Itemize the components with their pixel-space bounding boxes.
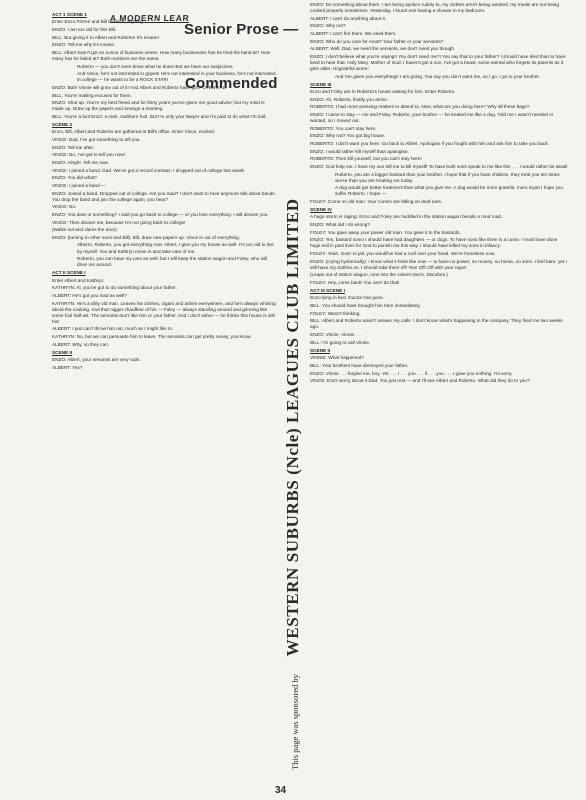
dialogue-line: BILL: But giving it to Albert and Roberto! It's insane! — [52, 34, 159, 40]
dialogue-line: ENZO: You dear or something? I said you go back to college — or you lose everything. I will disown you. — [52, 211, 269, 217]
scene-heading: ACT II SCENE I — [52, 270, 86, 276]
dialogue-line: BILL: You should have brought him here immediately. — [310, 303, 421, 309]
dialogue-line: VINCE: I joined a band, Dad. We've got a record contract. I dropped out of college last week! — [52, 167, 245, 173]
dialogue-line: ENZO: Vinnie, Vinnie . . . — [310, 332, 362, 338]
stage-direction: A huge storm is raging. Enzo and Foley are huddled in the station wagon beside a mud road. — [310, 214, 503, 220]
dialogue-line: ENZO: Who do you care for most? Your father or your servants? — [310, 38, 444, 44]
dialogue-line: ALBERT: I can't fire them. We need them. — [310, 30, 397, 36]
scene-heading: ACT 1 SCENE 1 — [52, 12, 87, 17]
dialogue-line: VINCE: I joined a band — — [52, 182, 106, 188]
award-category-label: Senior Prose — — [184, 21, 299, 38]
dialogue-line: ENZO: You did what? — [52, 175, 97, 181]
dialogue-line: BILL: You're making excuses for them. — [52, 92, 132, 98]
scene-heading: ACT III SCENE I — [310, 288, 345, 294]
dialogue-line: BILL: Albert and Roberto wasn't answer my calls. I don't know what's happening in the company. They fired me two weeks ago. — [310, 318, 563, 330]
dialogue-line: ENZO: God help me. I have my son tell me to kill myself! To have both sons speak to me like this . . . I would rather be dead! — [310, 163, 568, 169]
dialogue-line: ENZO: I came to stay — me and Foley. Roberto, your brother — he treated me like a dog. Told me I wasn't needed or wanted, so I moved out. — [310, 112, 554, 124]
stage-direction: Enzo and Foley are in Roberto's house waiting for him. Enter Roberto. — [310, 89, 456, 95]
dialogue-line: ENZO: Tell me why it's insane. — [52, 42, 116, 48]
dialogue-line: And Vince, he's not interested in gripes! He's not interested in your business, he's not interested in college — he wants to be a ROCK STAR! — [77, 71, 276, 83]
dialogue-line: ENZO: (turning to other sons and Bill): Bill, draw new papers up. Vince is out of everything. — [52, 234, 241, 240]
dialogue-line: VINCE: Then disown me, because I'm not going back to college! — [52, 219, 186, 225]
dialogue-line: ALBERT: Yes? — [52, 364, 83, 370]
dialogue-line: ENZO: I am too old for this Bill. — [52, 27, 117, 33]
sponsor-name: WESTERN SUBURBS (Ncle) LEAGUES CLUB LIMITED — [283, 198, 302, 657]
dialogue-line: ALBERT: He's got you mad as well? — [52, 292, 127, 298]
dialogue-line: VINCE: No. — [52, 204, 77, 210]
dialogue-line: KATHRYN: Al, you've got to do something about your father. — [52, 285, 177, 291]
stage-direction: Enter Albert and Kathryn. — [52, 277, 105, 283]
dialogue-line: ENZO: Joined a band. Dropped out of college. Are you mad? I don't want to hear anymore talk about bands. You drop the band and join the college again, you hear? — [52, 190, 276, 202]
dialogue-line: VINCE: Don't worry about it Dad. You just rest — and I'll see Albert and Roberto. What did they do to you? — [310, 378, 530, 384]
dialogue-line: ENZO: Yes, bastard sons! I should have had daughters — or dogs. To have sons like them is a curse. I must have done huge evil in past lives for God to punish me this way. I should have killed my sons in infancy. — [310, 237, 558, 249]
stage-direction: (Walks out and slams the door) — [52, 227, 117, 233]
scene-heading: SCENE III — [310, 81, 332, 87]
dialogue-line: ENZO: Why not? You got big house. — [310, 133, 386, 139]
dialogue-line: A dog would get better treatment than what you give me. A dog would be more grateful, more loyal! I hope you suffer Roberto. I hope — — [335, 185, 564, 197]
right-column — [310, 2, 568, 386]
dialogue-line: FOLEY: Hey, come back! You can't do that! — [310, 280, 400, 285]
stage-direction: Enter Enzo Ferreri and Bill Hudson, arguing. — [52, 19, 144, 25]
dialogue-line: ROBERTO: Then kill yourself, but you can't stay here! — [310, 156, 422, 162]
dialogue-line: ENZO: Vinnie . . . forgive me, boy. Yet . . . I . . . you . . . if . . . you . . . I gave you nothing. I'm sorry. — [310, 370, 513, 376]
dialogue-line: ALBERT: Why, so they can. — [52, 341, 110, 347]
dialogue-line: ENZO: Do something about them. I am being spoken rudely to, my clothes aren't being washed, my meals are not being cooked properly sometimes. Yesterday, I found one having a shower in my bedroom. — [310, 2, 559, 14]
stage-direction: Enzo lying in bed. Doctor has gone. — [310, 295, 385, 301]
dialogue-line: ENZO: Albert, your servants are very rude. — [52, 357, 141, 363]
scene-heading: SCENE 2 — [52, 122, 73, 128]
dialogue-line: ENZO: Ah, Roberto, finally you arrive. — [310, 96, 389, 102]
dialogue-line: ROBERTO: I don't want you here. Go back to Albert. Apologise if you fought with him and ask him to take you back. — [310, 141, 550, 146]
dialogue-line: ENZO: Alright. Tell me now. — [52, 160, 109, 166]
dialogue-line: Roberto, you are a bigger bastard than your brother. I hope that if you have children, they treat you ten times worse than you are treating me today. — [335, 171, 560, 183]
dialogue-line: KATHRYN: No, but we can persuade him to leave. The servants can get pretty nosey, you know. — [52, 334, 252, 340]
dialogue-line: VINCE: Dad, I've got something to tell you. — [52, 137, 141, 143]
sponsor-banner — [283, 10, 303, 770]
dialogue-line: ROBERTO: You can't stay here. — [310, 125, 377, 131]
dialogue-line: ENZO: I would rather kill myself than apologise. — [310, 148, 409, 154]
dialogue-line: BILL: You're a fool Enzo: a rash, stubborn fool. But I'm only your lawyer and I'm paid to do what I'm told. — [52, 113, 267, 119]
dialogue-line: BILL: I'm going to call Vinnie. — [310, 339, 371, 345]
dialogue-line: ENZO: Tell me after. — [52, 144, 95, 150]
dialogue-line: VINCE: No, I've got to tell you now! — [52, 152, 126, 158]
stage-direction: Enzo, Bill, Albert and Roberto are gathered at Bill's office. Enter Vince, excited. — [52, 129, 216, 135]
dialogue-line: BILL: Albert hasn't got an ounce of business sense. How many businesses has he tried his hand at? How many has he failed at? Both numbers are the same. — [52, 50, 270, 62]
dialogue-line: ROBERTO: I had more pressing matters to attend to. Now, what are you doing here? Why all these bags? — [310, 104, 530, 110]
dialogue-line: KATHRYN: He's a dirty old man. Leaves his clothes, cigars and ashes everywhere, and he's always whining about the cooking. And that nigger chauffeur of his — Foley — always standing around and grinning like some fool half-wit. The servants don't like him or your father. And I don't either — he thinks this house is still his! — [52, 300, 276, 324]
dialogue-line: ALBERT: I can't do anything about it. — [310, 15, 387, 21]
dialogue-line: VINNIE: What happened? — [310, 355, 364, 361]
left-column — [52, 10, 277, 372]
sponsor-note: This page was sponsored by — [290, 674, 300, 770]
dialogue-line: BILL: Your brothers have destroyed your father. — [310, 362, 409, 368]
dialogue-line: FOLEY: Come on old man. Your curses are falling on deaf ears. — [310, 198, 443, 204]
dialogue-line: FOLEY: You gave away your power old man. You gave it to the bastards. — [310, 229, 461, 235]
dialogue-line: ENZO: (crying hysterically): I know what it feels like now — to have no power, no money, no home, no sons. I feel bare, yet I still have my clothes on. I should take them off! Yes! Off! Off with your rags!! — [310, 258, 567, 270]
stage-direction: (Leaps out of station wagon, runs into the violent storm. Disrobes.) — [310, 272, 448, 278]
dialogue-line: FOLEY: Yeah. Goin' to jail, you would've had a roof over your head. We're homeless now. — [310, 251, 496, 257]
scene-heading: SCENE II — [310, 347, 331, 353]
dialogue-line: FOLEY: Wasn't thinking. — [310, 310, 361, 316]
page-number: 34 — [275, 785, 287, 796]
award-result-label: Commended — [185, 75, 278, 92]
dialogue-line: ALBERT: I just can't throw him out, much as I might like to. — [52, 326, 174, 332]
dialogue-line: ENZO: Why not? — [310, 23, 346, 29]
dialogue-line: Roberto — you don't even know what he does! But we have our suspicions. — [77, 63, 234, 69]
dialogue-line: Alberto, Roberto, you get everything now. Albert, I give you my house as well. I'm too old to live by myself. You and Kathryn move in and take care of me. — [77, 242, 274, 254]
dialogue-line: ENZO: What did I do wrong? — [310, 222, 370, 228]
dialogue-line: Roberto, you can have my cars as well, but I will keep the station wagon and Foley, who will drive me around. — [77, 256, 268, 268]
dialogue-line: ENZO: I don't believe what you're saying!! You don't need me?! You say that to your father? I should have died than to have lived to hear that. Holy Mary, Mother of God. I haven't got a son, I've got a beast, some animal who forgets its parents as it gets older. Ungrateful worm! — [310, 53, 566, 71]
dialogue-line: ALBERT: Well, Dad, we need the servants, we don't need you though. — [310, 46, 456, 52]
scene-heading: SCENE IV — [310, 206, 332, 212]
dialogue-line: And I've given you everything!! I am going. You say you don't want me, so I go. I go to your brother. — [335, 73, 541, 79]
story-title: A MODERN LEAR — [109, 13, 190, 23]
scene-heading: SCENE II — [52, 349, 73, 355]
dialogue-line: ENZO: Bah! Vinnie will grow out of it! And Albert and Roberto have got POTENTIAL. — [52, 85, 227, 91]
dialogue-line: ENZO: Shut up. You're my best friend and for thirty years you've given me good advice; but my mind is made up. Draw up the papers and arrange a meeting. — [52, 100, 265, 112]
